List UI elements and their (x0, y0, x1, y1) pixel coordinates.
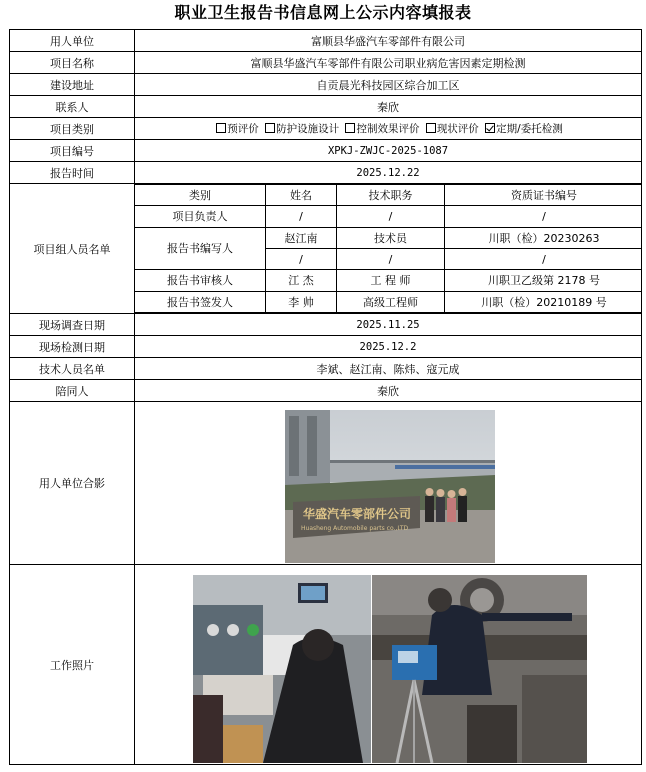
label-project-name: 项目名称 (10, 52, 135, 74)
checkbox-checked-icon (485, 123, 495, 133)
label-escort: 陪同人 (10, 380, 135, 402)
header-role: 类别 (135, 185, 266, 206)
member-title: 技术员 (337, 227, 445, 248)
team-row (135, 270, 642, 291)
row-project-no (10, 140, 642, 162)
label-group-photo: 用人单位合影 (10, 402, 135, 565)
member-cert: 川职（检）20230263 (445, 227, 642, 248)
label-team: 项目组人员名单 (10, 184, 135, 314)
member-role: 报告书审核人 (135, 270, 266, 291)
project-type-options (135, 118, 642, 140)
member-title: 高级工程师 (337, 291, 445, 312)
member-role: 项目负责人 (135, 206, 266, 227)
member-cert: 川职（检）20210189 号 (445, 291, 642, 312)
option-pre-eval: 预评价 (213, 123, 259, 135)
sign-subtext: Huasheng Automobile parts co.,LTD (301, 525, 409, 532)
team-cell (135, 184, 642, 314)
member-role: 报告书编写人 (135, 227, 266, 270)
label-contact: 联系人 (10, 96, 135, 118)
row-survey-date (10, 314, 642, 336)
member-title: 工 程 师 (337, 270, 445, 291)
team-row (135, 227, 642, 248)
group-photo (285, 410, 495, 563)
member-cert: 川职卫乙级第 2178 号 (445, 270, 642, 291)
work-photo-1 (193, 575, 371, 763)
member-name: / (266, 206, 337, 227)
label-tech-staff: 技术人员名单 (10, 358, 135, 380)
checkbox-icon (426, 123, 436, 133)
team-row (135, 206, 642, 227)
work-photos-cell (135, 565, 642, 765)
member-name: 江 杰 (266, 270, 337, 291)
member-title: / (337, 206, 445, 227)
value-report-date: 2025.12.22 (135, 162, 642, 184)
value-tech-staff: 李斌、赵江南、陈炜、寇元成 (135, 358, 642, 380)
option-periodic-test: 定期/委托检测 (482, 123, 563, 135)
work-photo-2 (372, 575, 587, 763)
option-control-eval: 控制效果评价 (342, 123, 419, 135)
sign-text: 华盛汽车零部件公司 (303, 507, 412, 521)
row-group-photo (10, 402, 642, 565)
value-project-name: 富顺县华盛汽车零部件有限公司职业病危害因素定期检测 (135, 52, 642, 74)
checkbox-icon (265, 123, 275, 133)
header-name: 姓名 (266, 185, 337, 206)
row-work-photos (10, 565, 642, 765)
group-photo-cell (135, 402, 642, 565)
member-cert: / (445, 206, 642, 227)
row-project-name (10, 52, 642, 74)
option-status-eval: 现状评价 (423, 123, 479, 135)
value-contact: 秦欣 (135, 96, 642, 118)
row-team (10, 184, 642, 314)
label-work-photos: 工作照片 (10, 565, 135, 765)
page-title: 职业卫生报告书信息网上公示内容填报表 (174, 3, 472, 22)
team-header-row (135, 185, 642, 206)
row-project-type (10, 118, 642, 140)
group-photo-image (285, 410, 495, 563)
header-title: 技术职务 (337, 185, 445, 206)
row-escort (10, 380, 642, 402)
value-employer: 富顺县华盛汽车零部件有限公司 (135, 30, 642, 52)
label-survey-date: 现场调查日期 (10, 314, 135, 336)
info-table (9, 29, 642, 765)
row-tech-staff (10, 358, 642, 380)
row-test-date (10, 336, 642, 358)
header-cert: 资质证书编号 (445, 185, 642, 206)
team-row (135, 291, 642, 312)
member-role: 报告书签发人 (135, 291, 266, 312)
member-title: / (337, 248, 445, 269)
member-cert: / (445, 248, 642, 269)
value-survey-date: 2025.11.25 (135, 314, 642, 336)
checkbox-icon (345, 123, 355, 133)
member-name: / (266, 248, 337, 269)
member-name: 赵江南 (266, 227, 337, 248)
option-protection-design: 防护设施设计 (262, 123, 339, 135)
row-report-date (10, 162, 642, 184)
value-escort: 秦欣 (135, 380, 642, 402)
label-test-date: 现场检测日期 (10, 336, 135, 358)
team-table (135, 184, 642, 313)
value-address: 自贡晨光科技园区综合加工区 (135, 74, 642, 96)
work-photo-1-image (193, 575, 371, 763)
member-name: 李 帅 (266, 291, 337, 312)
label-address: 建设地址 (10, 74, 135, 96)
value-test-date: 2025.12.2 (135, 336, 642, 358)
value-project-no: XPKJ-ZWJC-2025-1087 (135, 140, 642, 162)
row-contact (10, 96, 642, 118)
label-report-date: 报告时间 (10, 162, 135, 184)
label-project-no: 项目编号 (10, 140, 135, 162)
label-project-type: 项目类别 (10, 118, 135, 140)
checkbox-icon (216, 123, 226, 133)
row-address (10, 74, 642, 96)
label-employer: 用人单位 (10, 30, 135, 52)
row-employer (10, 30, 642, 52)
work-photo-2-image (372, 575, 587, 763)
